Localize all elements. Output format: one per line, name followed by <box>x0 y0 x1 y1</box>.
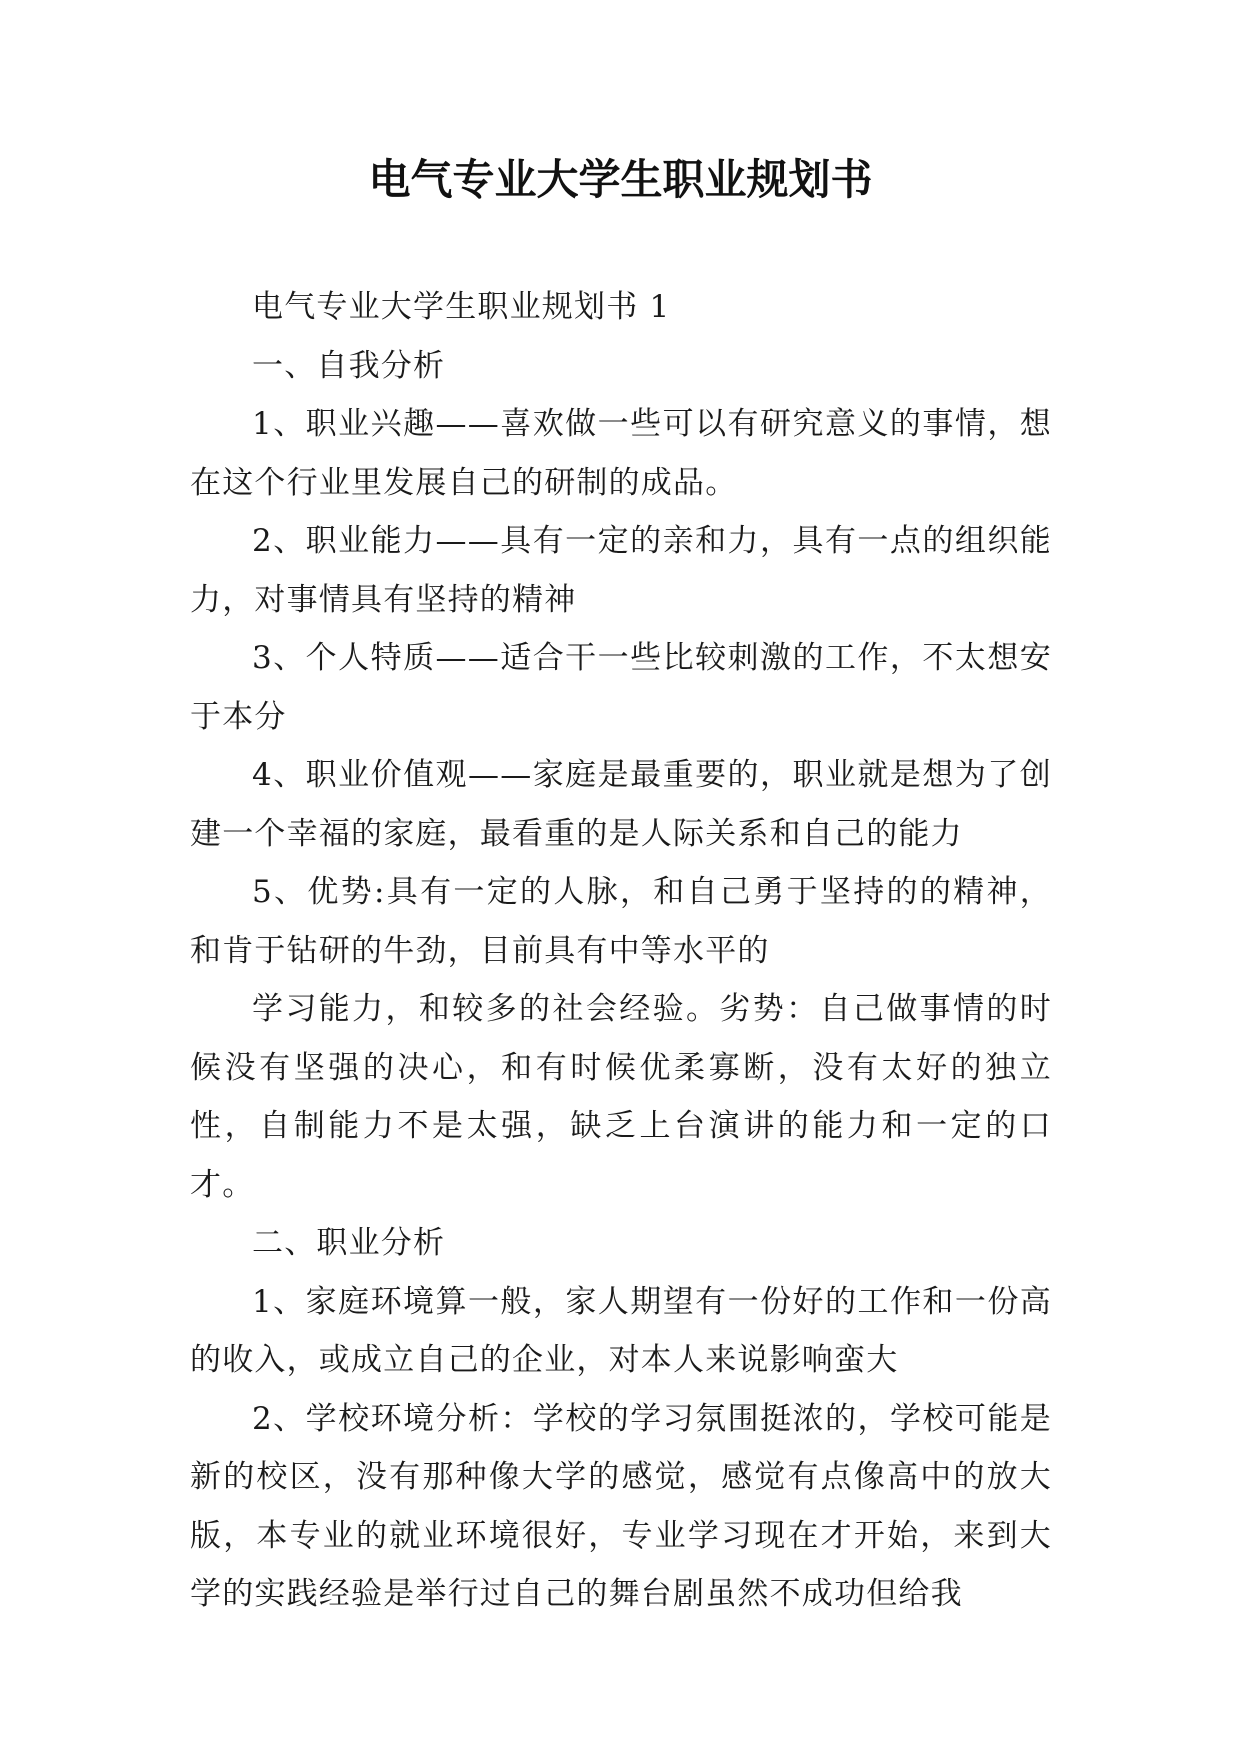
paragraph: 1、职业兴趣——喜欢做一些可以有研究意义的事情，想在这个行业里发展自己的研制的成品。 <box>190 406 1052 501</box>
document-title: 电气专业大学生职业规划书 <box>368 155 873 204</box>
paragraph: 2、学校环境分析：学校的学习氛围挺浓的，学校可能是新的校区，没有那种像大学的感觉，感觉有点像高中的放大版，本专业的就业环境很好，专业学习现在才开始，来到大学的实践经验是举行过自己的舞台剧虽然不成功但给我 <box>190 1400 1052 1612</box>
document-body <box>190 278 1052 1624</box>
paragraph: 2、职业能力——具有一定的亲和力，具有一点的组织能力，对事情具有坚持的精神 <box>190 523 1052 618</box>
paragraph: 4、职业价值观——家庭是最重要的，职业就是想为了创建一个幸福的家庭，最看重的是人际关系和自己的能力 <box>190 757 1052 852</box>
paragraph: 1、家庭环境算一般，家人期望有一份好的工作和一份高的收入，或成立自己的企业，对本人来说影响蛮大 <box>190 1283 1052 1378</box>
paragraph: 学习能力，和较多的社会经验。劣势：自己做事情的时候没有坚强的决心，和有时候优柔寡断，没有太好的独立性，自制能力不是太强，缺乏上台演讲的能力和一定的口才。 <box>190 991 1052 1203</box>
paragraph: 电气专业大学生职业规划书 1 <box>252 289 671 325</box>
paragraph: 5、优势:具有一定的人脉，和自己勇于坚持的的精神，和肯于钻研的牛劲，目前具有中等水平的 <box>190 874 1052 969</box>
section-heading: 二、职业分析 <box>252 1225 446 1261</box>
paragraph: 3、个人特质——适合干一些比较刺激的工作，不太想安于本分 <box>190 640 1052 735</box>
section-heading: 一、自我分析 <box>252 347 446 384</box>
